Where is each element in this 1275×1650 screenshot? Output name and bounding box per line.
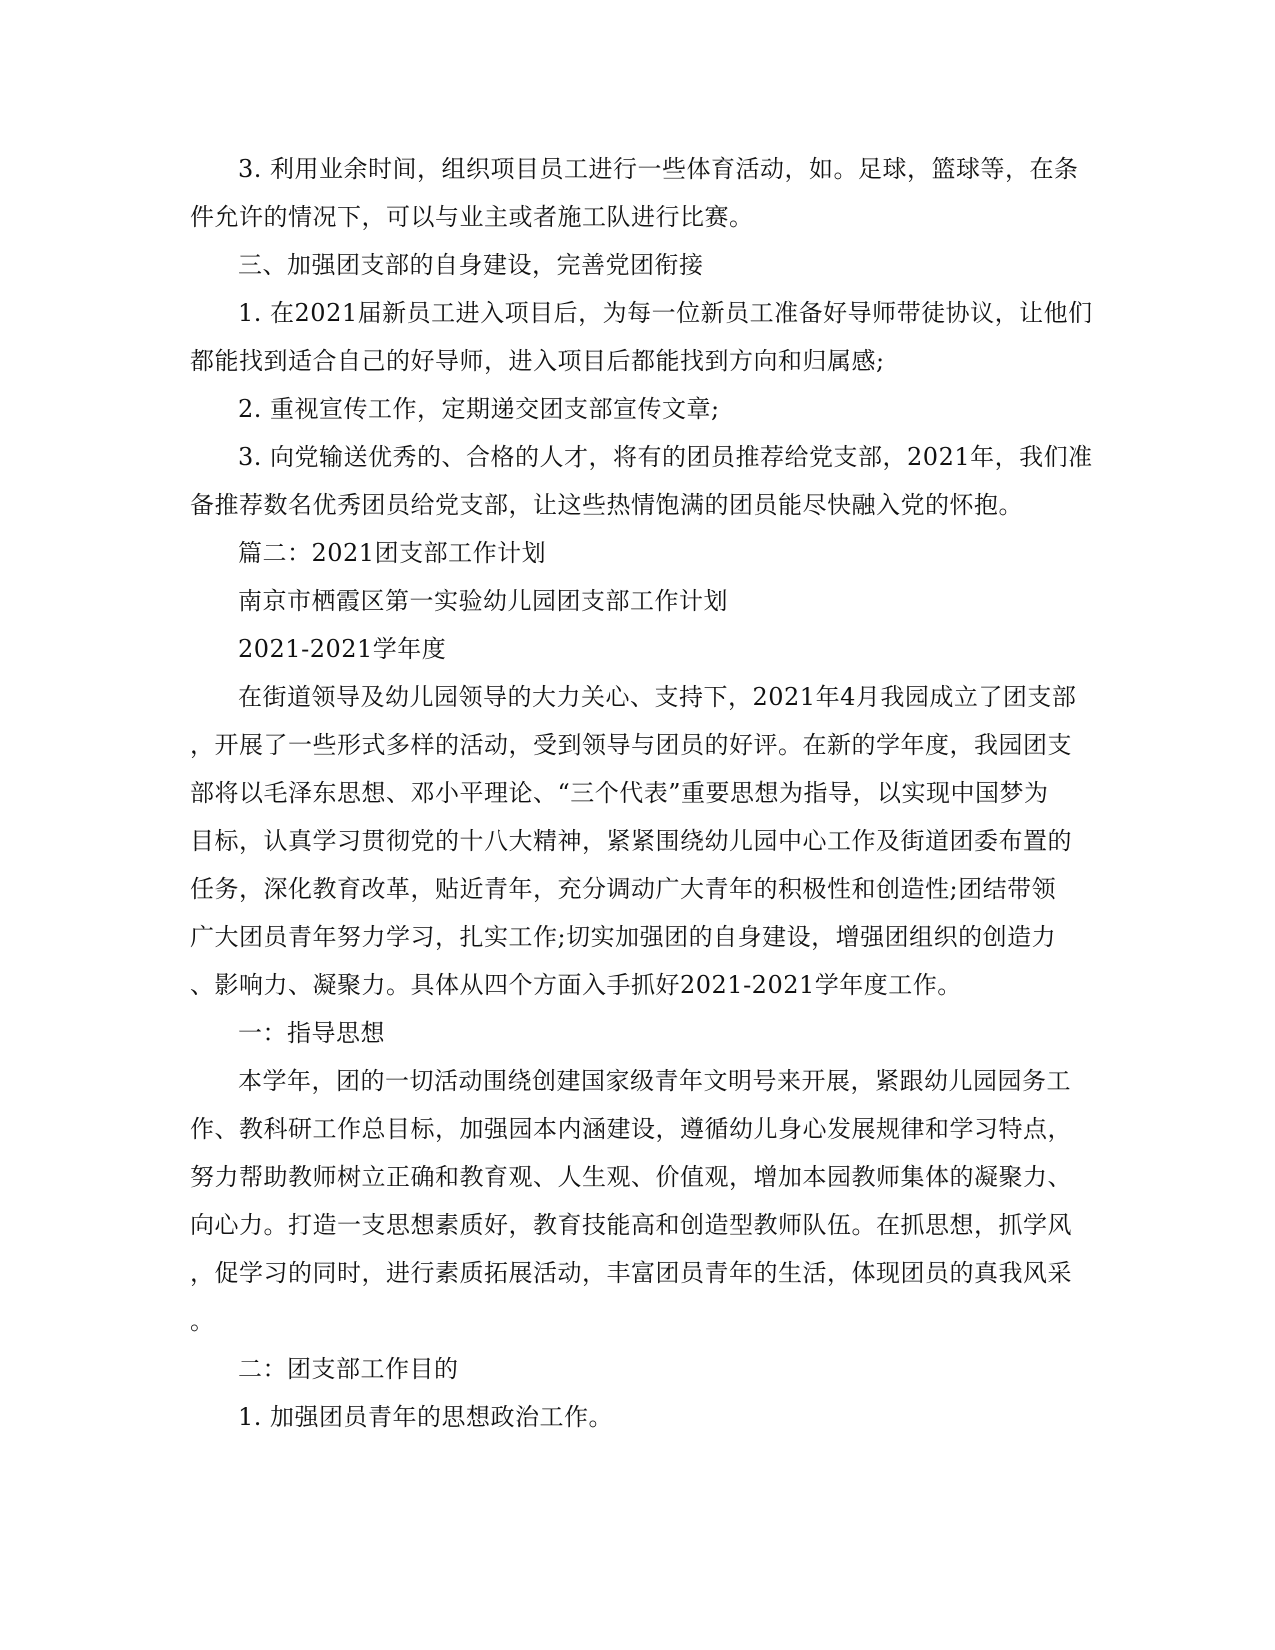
text-line: 在街道领导及幼儿园领导的大力关心、支持下，2021年4月我园成立了团支部 — [238, 683, 1077, 711]
text-line: 1. 在2021届新员工进入项目后，为每一位新员工准备好导师带徒协议，让他们 — [238, 299, 1093, 327]
chapter-title: 篇二：2021团支部工作计划 — [238, 539, 547, 567]
plan-title: 南京市栖霞区第一实验幼儿园团支部工作计划 — [238, 587, 728, 615]
text-line: 、影响力、凝聚力。具体从四个方面入手抓好2021-2021学年度工作。 — [190, 971, 962, 999]
section-heading: 一：指导思想 — [238, 1019, 385, 1047]
text-line: 向心力。打造一支思想素质好，教育技能高和创造型教师队伍。在抓思想，抓学风 — [190, 1211, 1072, 1239]
text-line: 作、教科研工作总目标，加强园本内涵建设，遵循幼儿身心发展规律和学习特点， — [190, 1115, 1072, 1143]
document-body — [190, 145, 1093, 1441]
text-line: ，促学习的同时，进行素质拓展活动，丰富团员青年的生活，体现团员的真我风采 — [190, 1259, 1072, 1287]
text-line: 努力帮助教师树立正确和教育观、人生观、价值观，增加本园教师集体的凝聚力、 — [190, 1163, 1072, 1191]
text-line: 2. 重视宣传工作，定期递交团支部宣传文章; — [238, 395, 720, 423]
text-line: 本学年，团的一切活动围绕创建国家级青年文明号来开展，紧跟幼儿园园务工 — [238, 1067, 1071, 1095]
school-year: 2021-2021学年度 — [238, 635, 447, 663]
section-heading: 二：团支部工作目的 — [238, 1355, 459, 1383]
text-line: 备推荐数名优秀团员给党支部，让这些热情饱满的团员能尽快融入党的怀抱。 — [190, 491, 1023, 519]
text-line: 。 — [190, 1307, 215, 1335]
text-line: 目标，认真学习贯彻党的十八大精神，紧紧围绕幼儿园中心工作及街道团委布置的 — [190, 827, 1072, 855]
text-line: 3. 利用业余时间，组织项目员工进行一些体育活动，如。足球，篮球等，在条 — [238, 155, 1079, 183]
text-line: 广大团员青年努力学习，扎实工作;切实加强团的自身建设，增强团组织的创造力 — [190, 923, 1057, 951]
text-line: 任务，深化教育改革，贴近青年，充分调动广大青年的积极性和创造性;团结带领 — [190, 875, 1057, 903]
text-line: 1. 加强团员青年的思想政治工作。 — [238, 1403, 614, 1431]
text-line: ，开展了一些形式多样的活动，受到领导与团员的好评。在新的学年度，我园团支 — [190, 731, 1072, 759]
section-heading: 三、加强团支部的自身建设，完善党团衔接 — [238, 251, 704, 279]
text-line: 3. 向党输送优秀的、合格的人才，将有的团员推荐给党支部，2021年，我们准 — [238, 443, 1093, 471]
text-line: 件允许的情况下，可以与业主或者施工队进行比赛。 — [190, 203, 754, 231]
text-line: 部将以毛泽东思想、邓小平理论、“三个代表”重要思想为指导，以实现中国梦为 — [190, 779, 1049, 807]
text-line: 都能找到适合自己的好导师，进入项目后都能找到方向和归属感; — [190, 347, 885, 375]
